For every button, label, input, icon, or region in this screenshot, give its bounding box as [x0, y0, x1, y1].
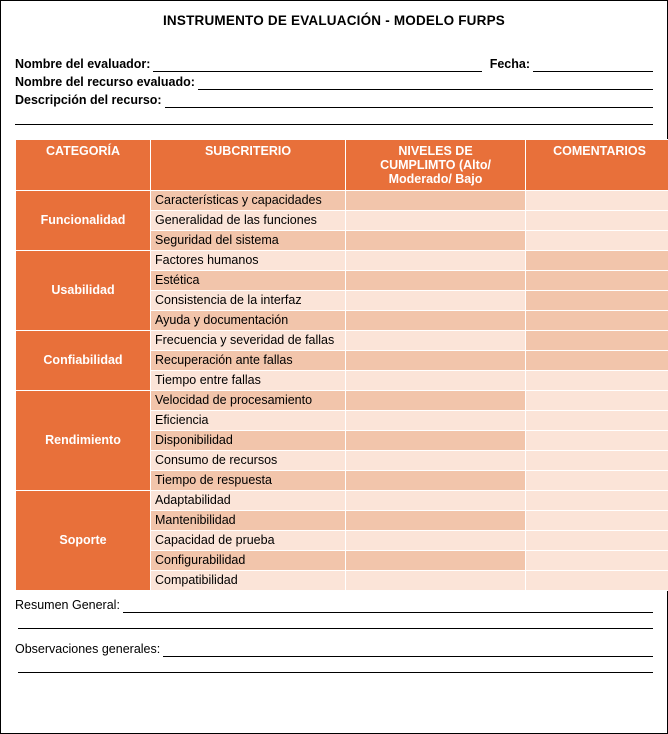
comentario-cell[interactable]: [526, 391, 668, 411]
label-nombre-recurso: Nombre del recurso evaluado:: [15, 75, 195, 89]
comentario-cell[interactable]: [526, 331, 668, 351]
input-nombre-evaluador[interactable]: [153, 58, 481, 72]
header-subcriterio: SUBCRITERIO: [151, 140, 346, 191]
subcriterio-cell: Ayuda y documentación: [151, 311, 346, 331]
nivel-cell[interactable]: [346, 211, 526, 231]
nivel-cell[interactable]: [346, 451, 526, 471]
comentario-cell[interactable]: [526, 291, 668, 311]
nivel-cell[interactable]: [346, 311, 526, 331]
field-row-descripcion: [15, 92, 653, 108]
table-row: [16, 251, 668, 271]
label-resumen-general: Resumen General:: [15, 598, 120, 612]
subcriterio-cell: Características y capacidades: [151, 191, 346, 211]
header-categoria: CATEGORÍA: [16, 140, 151, 191]
header-niveles-line2: CUMPLIMTO (Alto/: [380, 158, 491, 172]
comentario-cell[interactable]: [526, 551, 668, 571]
subcriterio-cell: Compatibilidad: [151, 571, 346, 591]
resumen-continuation-rule[interactable]: [18, 615, 653, 629]
header-comentarios: COMENTARIOS: [526, 140, 668, 191]
nivel-cell[interactable]: [346, 571, 526, 591]
header-niveles-cumplimiento: [346, 140, 526, 191]
subcriterio-cell: Disponibilidad: [151, 431, 346, 451]
table-row: [16, 191, 668, 211]
nivel-cell[interactable]: [346, 351, 526, 371]
nivel-cell[interactable]: [346, 531, 526, 551]
nivel-cell[interactable]: [346, 371, 526, 391]
label-nombre-evaluador: Nombre del evaluador:: [15, 57, 151, 71]
subcriterio-cell: Frecuencia y severidad de fallas: [151, 331, 346, 351]
comentario-cell[interactable]: [526, 251, 668, 271]
input-resumen-general[interactable]: [123, 599, 653, 613]
header-fields: [1, 56, 667, 108]
comentario-cell[interactable]: [526, 471, 668, 491]
input-fecha[interactable]: [533, 58, 653, 72]
footer-fields: [1, 597, 667, 673]
nivel-cell[interactable]: [346, 231, 526, 251]
subcriterio-cell: Generalidad de las funciones: [151, 211, 346, 231]
comentario-cell[interactable]: [526, 351, 668, 371]
table-row: [16, 331, 668, 351]
table-header-row: [16, 140, 668, 191]
nivel-cell[interactable]: [346, 271, 526, 291]
header-niveles-line1: NIVELES DE: [398, 144, 473, 158]
subcriterio-cell: Consumo de recursos: [151, 451, 346, 471]
subcriterio-cell: Adaptabilidad: [151, 491, 346, 511]
footer-gap: [15, 631, 653, 641]
subcriterio-cell: Mantenibilidad: [151, 511, 346, 531]
category-soporte: Soporte: [16, 491, 151, 591]
subcriterio-cell: Estética: [151, 271, 346, 291]
category-rendimiento: Rendimiento: [16, 391, 151, 491]
nivel-cell[interactable]: [346, 251, 526, 271]
furps-evaluation-table: [15, 139, 668, 591]
input-observaciones-generales[interactable]: [163, 643, 653, 657]
subcriterio-cell: Factores humanos: [151, 251, 346, 271]
nivel-cell[interactable]: [346, 331, 526, 351]
label-descripcion-recurso: Descripción del recurso:: [15, 93, 162, 107]
nivel-cell[interactable]: [346, 191, 526, 211]
input-descripcion-recurso[interactable]: [165, 94, 653, 108]
field-row-observaciones: [15, 641, 653, 657]
nivel-cell[interactable]: [346, 471, 526, 491]
nivel-cell[interactable]: [346, 491, 526, 511]
label-fecha: Fecha:: [489, 57, 530, 71]
header-niveles-line3: Moderado/ Bajo: [388, 172, 483, 186]
subcriterio-cell: Configurabilidad: [151, 551, 346, 571]
comentario-cell[interactable]: [526, 271, 668, 291]
comentario-cell[interactable]: [526, 311, 668, 331]
input-nombre-recurso[interactable]: [198, 76, 653, 90]
nivel-cell[interactable]: [346, 411, 526, 431]
comentario-cell[interactable]: [526, 211, 668, 231]
category-funcionalidad: Funcionalidad: [16, 191, 151, 251]
comentario-cell[interactable]: [526, 571, 668, 591]
field-row-evaluador: [15, 56, 653, 72]
subcriterio-cell: Recuperación ante fallas: [151, 351, 346, 371]
page-title: INSTRUMENTO DE EVALUACIÓN - MODELO FURPS: [162, 13, 505, 28]
subcriterio-cell: Velocidad de procesamiento: [151, 391, 346, 411]
category-usabilidad: Usabilidad: [16, 251, 151, 331]
comentario-cell[interactable]: [526, 531, 668, 551]
field-row-resumen: [15, 597, 653, 613]
comentario-cell[interactable]: [526, 411, 668, 431]
subcriterio-cell: Seguridad del sistema: [151, 231, 346, 251]
descripcion-continuation-rule[interactable]: [15, 110, 653, 125]
label-observaciones-generales: Observaciones generales:: [15, 642, 161, 656]
comentario-cell[interactable]: [526, 491, 668, 511]
nivel-cell[interactable]: [346, 431, 526, 451]
nivel-cell[interactable]: [346, 551, 526, 571]
observaciones-continuation-row: [15, 659, 653, 673]
table-row: [16, 491, 668, 511]
field-row-recurso: [15, 74, 653, 90]
subcriterio-cell: Consistencia de la interfaz: [151, 291, 346, 311]
observaciones-continuation-rule[interactable]: [18, 659, 653, 673]
subcriterio-cell: Capacidad de prueba: [151, 531, 346, 551]
nivel-cell[interactable]: [346, 291, 526, 311]
category-confiabilidad: Confiabilidad: [16, 331, 151, 391]
subcriterio-cell: Tiempo entre fallas: [151, 371, 346, 391]
comentario-cell[interactable]: [526, 231, 668, 251]
nivel-cell[interactable]: [346, 391, 526, 411]
subcriterio-cell: Tiempo de respuesta: [151, 471, 346, 491]
comentario-cell[interactable]: [526, 451, 668, 471]
comentario-cell[interactable]: [526, 511, 668, 531]
table-row: [16, 391, 668, 411]
resumen-continuation-row: [15, 615, 653, 629]
nivel-cell[interactable]: [346, 511, 526, 531]
comentario-cell[interactable]: [526, 431, 668, 451]
subcriterio-cell: Eficiencia: [151, 411, 346, 431]
comentario-cell[interactable]: [526, 191, 668, 211]
comentario-cell[interactable]: [526, 371, 668, 391]
